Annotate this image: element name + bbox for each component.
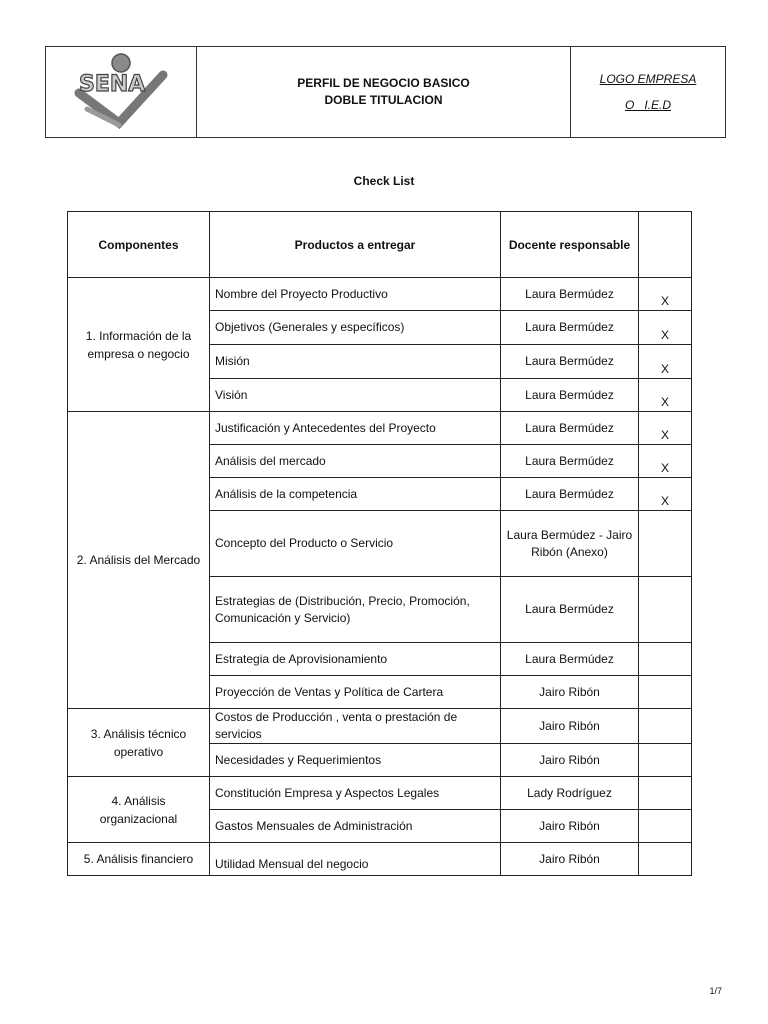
table-row (68, 843, 692, 876)
product-cell: Objetivos (Generales y específicos) (210, 311, 501, 345)
table-row (68, 709, 692, 744)
product-cell: Gastos Mensuales de Administración (210, 810, 501, 843)
product-cell: Proyección de Ventas y Política de Cartera (210, 676, 501, 709)
product-cell: Concepto del Producto o Servicio (210, 511, 501, 577)
page-number: 1/7 (709, 986, 722, 996)
teacher-cell: Lady Rodríguez (501, 777, 639, 810)
teacher-cell: Laura Bermúdez (501, 577, 639, 643)
product-cell: Estrategias de (Distribución, Precio, Promoción, Comunicación y Servicio) (210, 577, 501, 643)
table-header-row (68, 212, 692, 278)
checklist-table (67, 211, 692, 876)
teacher-cell: Laura Bermúdez - Jairo Ribón (Anexo) (501, 511, 639, 577)
teacher-cell: Laura Bermúdez (501, 345, 639, 379)
product-cell: Análisis del mercado (210, 445, 501, 478)
check-cell (639, 744, 692, 777)
check-cell: X (639, 412, 692, 445)
teacher-cell: Jairo Ribón (501, 676, 639, 709)
check-cell (639, 777, 692, 810)
check-cell: X (639, 445, 692, 478)
title-line-1: PERFIL DE NEGOCIO BASICO (297, 76, 470, 90)
check-cell: X (639, 478, 692, 511)
document-title (197, 47, 571, 138)
section-cell: 3. Análisis técnico operativo (68, 709, 210, 777)
teacher-cell: Laura Bermúdez (501, 643, 639, 676)
teacher-cell: Jairo Ribón (501, 810, 639, 843)
teacher-cell: Laura Bermúdez (501, 412, 639, 445)
product-cell: Estrategia de Aprovisionamiento (210, 643, 501, 676)
document-header (45, 46, 726, 138)
ied-label: O I.E.D (624, 98, 671, 112)
check-cell (639, 709, 692, 744)
check-cell: X (639, 278, 692, 311)
section-cell: 4. Análisis organizacional (68, 777, 210, 843)
title-line-2: DOBLE TITULACION (324, 93, 443, 107)
column-header-componentes: Componentes (68, 212, 210, 278)
check-cell: X (639, 379, 692, 412)
check-cell: X (639, 311, 692, 345)
table-row (68, 412, 692, 445)
section-cell: 1. Información de la empresa o negocio (68, 278, 210, 412)
teacher-cell: Jairo Ribón (501, 709, 639, 744)
section-cell: 5. Análisis financiero (68, 843, 210, 876)
teacher-cell: Laura Bermúdez (501, 445, 639, 478)
product-cell: Utilidad Mensual del negocio (210, 843, 501, 876)
teacher-cell: Laura Bermúdez (501, 278, 639, 311)
table-row (68, 777, 692, 810)
product-cell: Análisis de la competencia (210, 478, 501, 511)
check-cell (639, 643, 692, 676)
table-row (68, 278, 692, 311)
product-cell: Necesidades y Requerimientos (210, 744, 501, 777)
teacher-cell: Laura Bermúdez (501, 379, 639, 412)
product-cell: Costos de Producción , venta o prestación de servicios (210, 709, 501, 744)
column-header-docente: Docente responsable (501, 212, 639, 278)
check-cell (639, 810, 692, 843)
teacher-cell: Jairo Ribón (501, 744, 639, 777)
sena-logo-cell (46, 47, 197, 138)
check-cell (639, 577, 692, 643)
svg-text:SENA: SENA (79, 71, 146, 97)
column-header-check (639, 212, 692, 278)
check-cell (639, 511, 692, 577)
teacher-cell: Jairo Ribón (501, 843, 639, 876)
teacher-cell: Laura Bermúdez (501, 311, 639, 345)
company-logo-cell (571, 47, 726, 138)
section-cell: 2. Análisis del Mercado (68, 412, 210, 709)
product-cell: Nombre del Proyecto Productivo (210, 278, 501, 311)
check-cell (639, 676, 692, 709)
product-cell: Misión (210, 345, 501, 379)
teacher-cell: Laura Bermúdez (501, 478, 639, 511)
company-logo-placeholder: LOGO EMPRESA (599, 72, 697, 86)
product-cell: Constitución Empresa y Aspectos Legales (210, 777, 501, 810)
column-header-productos: Productos a entregar (210, 212, 501, 278)
checklist-title: Check List (353, 174, 415, 188)
check-cell: X (639, 345, 692, 379)
check-cell (639, 843, 692, 876)
sena-logo (73, 51, 169, 129)
product-cell: Visión (210, 379, 501, 412)
product-cell: Justificación y Antecedentes del Proyecto (210, 412, 501, 445)
